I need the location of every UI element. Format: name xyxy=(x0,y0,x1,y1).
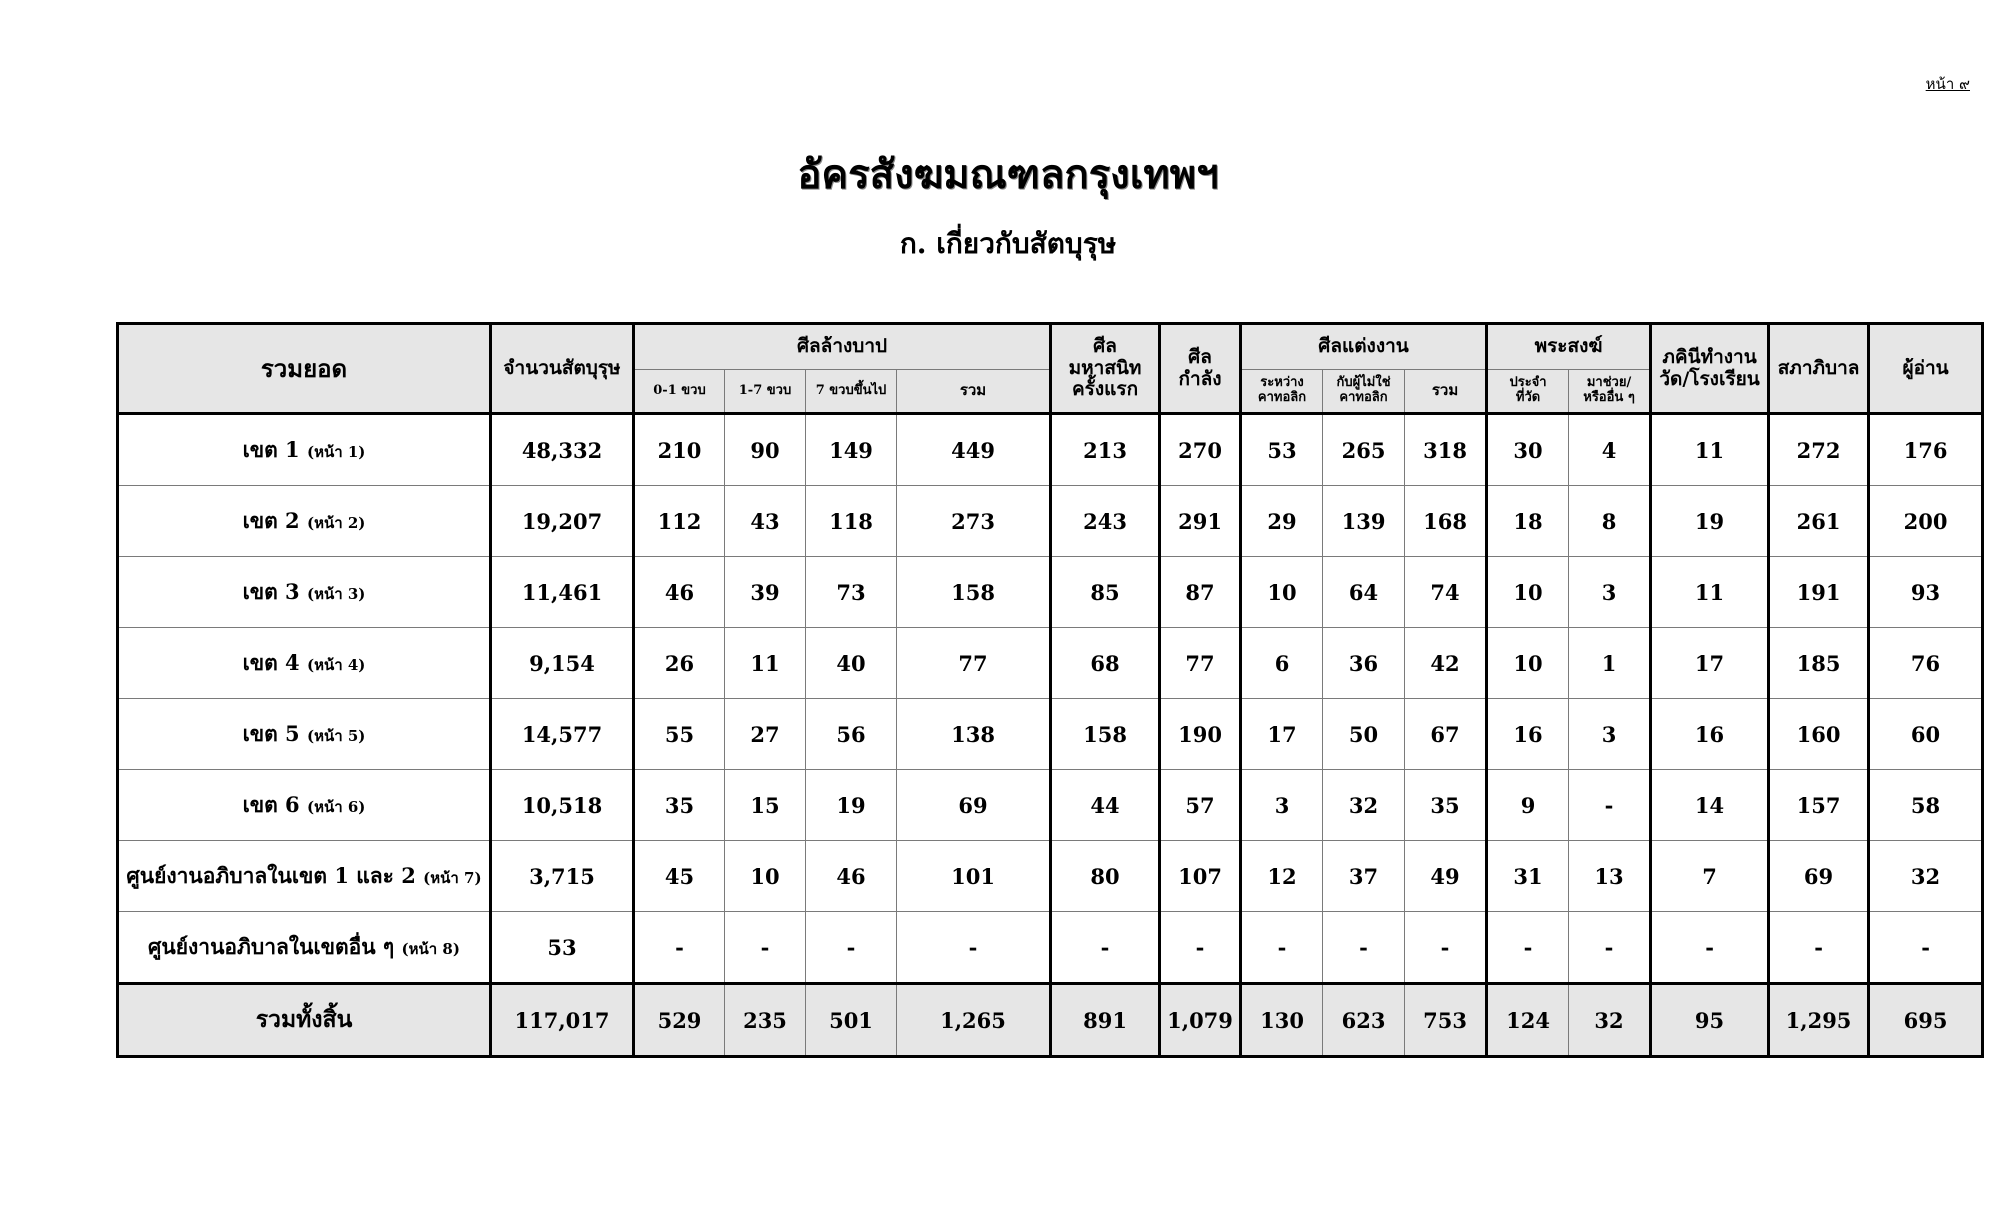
total-baptism-1-7: 235 xyxy=(725,984,806,1057)
cell-sisters: 11 xyxy=(1651,414,1769,486)
row-page-ref: (หน้า 5) xyxy=(306,726,366,745)
cell-parish-council: 157 xyxy=(1769,770,1869,841)
cell-baptism-total: 158 xyxy=(897,557,1051,628)
row-page-ref: (หน้า 7) xyxy=(423,868,482,887)
total-confirmation: 1,079 xyxy=(1160,984,1241,1057)
cell-first-communion: 158 xyxy=(1051,699,1160,770)
table-row xyxy=(118,841,1983,912)
cell-baptism-total: 69 xyxy=(897,770,1051,841)
header-sisters-line2: วัด/โรงเรียน xyxy=(1659,367,1760,390)
header-sisters xyxy=(1651,324,1769,414)
cell-priests-helping: - xyxy=(1569,912,1651,984)
row-page-ref: (หน้า 6) xyxy=(306,797,366,816)
cell-baptism-0-1: - xyxy=(634,912,725,984)
cell-parish-council: 160 xyxy=(1769,699,1869,770)
cell-first-communion: - xyxy=(1051,912,1160,984)
cell-baptism-0-1: 35 xyxy=(634,770,725,841)
header-marriage: ศีลแต่งงาน xyxy=(1241,324,1487,370)
header-baptism: ศีลล้างบาป xyxy=(634,324,1051,370)
summary-table xyxy=(116,322,1984,1058)
cell-baptism-0-1: 46 xyxy=(634,557,725,628)
total-sisters: 95 xyxy=(1651,984,1769,1057)
cell-baptism-7-up: 40 xyxy=(806,628,897,699)
table-row xyxy=(118,486,1983,557)
header-priests-helping-line1: มาช่วย/ xyxy=(1586,375,1632,391)
total-label: รวมทั้งสิ้น xyxy=(118,984,491,1057)
cell-marriage-catholic: 53 xyxy=(1241,414,1323,486)
header-baptism-0-1: 0-1 ขวบ xyxy=(634,370,725,414)
cell-priests-helping: 1 xyxy=(1569,628,1651,699)
total-population: 117,017 xyxy=(491,984,634,1057)
cell-baptism-1-7: 90 xyxy=(725,414,806,486)
row-label xyxy=(118,770,491,841)
cell-confirmation: 291 xyxy=(1160,486,1241,557)
row-label-text: เขต 6 xyxy=(242,791,300,817)
header-priests-resident-line2: ที่วัด xyxy=(1515,390,1541,405)
cell-confirmation: 77 xyxy=(1160,628,1241,699)
cell-priests-helping: 8 xyxy=(1569,486,1651,557)
cell-baptism-1-7: 43 xyxy=(725,486,806,557)
cell-priests-resident: 30 xyxy=(1487,414,1569,486)
row-label xyxy=(118,486,491,557)
cell-marriage-mixed: 265 xyxy=(1323,414,1405,486)
cell-baptism-1-7: 27 xyxy=(725,699,806,770)
table-row xyxy=(118,912,1983,984)
cell-baptism-1-7: 11 xyxy=(725,628,806,699)
cell-baptism-total: - xyxy=(897,912,1051,984)
cell-sisters: 17 xyxy=(1651,628,1769,699)
cell-sisters: - xyxy=(1651,912,1769,984)
cell-population: 3,715 xyxy=(491,841,634,912)
cell-parish-council: 185 xyxy=(1769,628,1869,699)
row-page-ref: (หน้า 8) xyxy=(401,939,460,958)
header-sisters-line1: ภคินีทำงาน xyxy=(1662,345,1757,368)
cell-parish-council: 191 xyxy=(1769,557,1869,628)
cell-population: 19,207 xyxy=(491,486,634,557)
header-first-communion-line3: ครั้งแรก xyxy=(1071,378,1139,401)
cell-baptism-total: 138 xyxy=(897,699,1051,770)
header-total-label: รวมยอด xyxy=(118,324,491,414)
cell-confirmation: 87 xyxy=(1160,557,1241,628)
total-readers: 695 xyxy=(1869,984,1983,1057)
header-priests-resident xyxy=(1487,370,1569,414)
cell-baptism-0-1: 45 xyxy=(634,841,725,912)
cell-marriage-total: 318 xyxy=(1405,414,1487,486)
row-label-text: เขต 1 xyxy=(242,436,300,462)
header-priests-resident-line1: ประจำ xyxy=(1509,375,1547,391)
cell-marriage-mixed: 32 xyxy=(1323,770,1405,841)
cell-baptism-7-up: 118 xyxy=(806,486,897,557)
cell-baptism-7-up: 46 xyxy=(806,841,897,912)
cell-confirmation: 57 xyxy=(1160,770,1241,841)
row-page-ref: (หน้า 2) xyxy=(306,513,366,532)
total-row xyxy=(118,984,1983,1057)
cell-priests-helping: 3 xyxy=(1569,557,1651,628)
cell-marriage-catholic: 6 xyxy=(1241,628,1323,699)
table-row xyxy=(118,699,1983,770)
cell-readers: 93 xyxy=(1869,557,1983,628)
cell-baptism-1-7: 15 xyxy=(725,770,806,841)
cell-baptism-7-up: 19 xyxy=(806,770,897,841)
cell-readers: 32 xyxy=(1869,841,1983,912)
cell-baptism-7-up: 56 xyxy=(806,699,897,770)
cell-first-communion: 243 xyxy=(1051,486,1160,557)
total-parish-council: 1,295 xyxy=(1769,984,1869,1057)
row-label xyxy=(118,912,491,984)
cell-parish-council: 69 xyxy=(1769,841,1869,912)
cell-marriage-catholic: 10 xyxy=(1241,557,1323,628)
cell-sisters: 11 xyxy=(1651,557,1769,628)
cell-baptism-0-1: 55 xyxy=(634,699,725,770)
row-label xyxy=(118,628,491,699)
cell-sisters: 16 xyxy=(1651,699,1769,770)
header-baptism-1-7: 1-7 ขวบ xyxy=(725,370,806,414)
cell-confirmation: 190 xyxy=(1160,699,1241,770)
header-priests-helping xyxy=(1569,370,1651,414)
cell-baptism-total: 101 xyxy=(897,841,1051,912)
table-row xyxy=(118,557,1983,628)
row-label xyxy=(118,557,491,628)
cell-marriage-catholic: 17 xyxy=(1241,699,1323,770)
cell-priests-resident: 16 xyxy=(1487,699,1569,770)
cell-marriage-mixed: 64 xyxy=(1323,557,1405,628)
row-label-text: เขต 5 xyxy=(242,720,300,746)
cell-population: 48,332 xyxy=(491,414,634,486)
total-priests-resident: 124 xyxy=(1487,984,1569,1057)
cell-marriage-total: 35 xyxy=(1405,770,1487,841)
cell-readers: 76 xyxy=(1869,628,1983,699)
page-subtitle: ก. เกี่ยวกับสัตบุรุษ xyxy=(899,227,1117,260)
cell-baptism-total: 273 xyxy=(897,486,1051,557)
cell-priests-helping: 3 xyxy=(1569,699,1651,770)
cell-confirmation: 270 xyxy=(1160,414,1241,486)
cell-first-communion: 85 xyxy=(1051,557,1160,628)
cell-marriage-mixed: 50 xyxy=(1323,699,1405,770)
row-label-text: เขต 3 xyxy=(242,578,300,604)
header-first-communion-line1: ศีล xyxy=(1093,334,1117,357)
cell-marriage-total: 67 xyxy=(1405,699,1487,770)
cell-baptism-0-1: 210 xyxy=(634,414,725,486)
cell-priests-resident: 10 xyxy=(1487,628,1569,699)
cell-marriage-total: 74 xyxy=(1405,557,1487,628)
table-row xyxy=(118,628,1983,699)
row-label-text: เขต 4 xyxy=(242,649,300,675)
row-label-text: ศูนย์งานอภิบาลในเขต 1 และ 2 xyxy=(126,862,416,888)
cell-baptism-1-7: - xyxy=(725,912,806,984)
cell-parish-council: 261 xyxy=(1769,486,1869,557)
cell-population: 53 xyxy=(491,912,634,984)
row-label xyxy=(118,841,491,912)
cell-population: 10,518 xyxy=(491,770,634,841)
cell-baptism-7-up: - xyxy=(806,912,897,984)
table-row xyxy=(118,770,1983,841)
header-marriage-catholic-line2: คาทอลิก xyxy=(1257,390,1307,405)
cell-readers: 176 xyxy=(1869,414,1983,486)
cell-first-communion: 44 xyxy=(1051,770,1160,841)
cell-baptism-7-up: 73 xyxy=(806,557,897,628)
cell-priests-resident: 18 xyxy=(1487,486,1569,557)
total-first-communion: 891 xyxy=(1051,984,1160,1057)
row-page-ref: (หน้า 3) xyxy=(306,584,366,603)
total-baptism-total: 1,265 xyxy=(897,984,1051,1057)
cell-marriage-mixed: 37 xyxy=(1323,841,1405,912)
row-page-ref: (หน้า 1) xyxy=(306,442,366,461)
header-first-communion xyxy=(1051,324,1160,414)
row-page-ref: (หน้า 4) xyxy=(306,655,366,674)
cell-priests-resident: 10 xyxy=(1487,557,1569,628)
cell-sisters: 14 xyxy=(1651,770,1769,841)
cell-marriage-mixed: 139 xyxy=(1323,486,1405,557)
cell-marriage-mixed: - xyxy=(1323,912,1405,984)
total-marriage-catholic: 130 xyxy=(1241,984,1323,1057)
header-marriage-catholic-line1: ระหว่าง xyxy=(1260,375,1304,391)
total-baptism-7-up: 501 xyxy=(806,984,897,1057)
cell-priests-helping: - xyxy=(1569,770,1651,841)
row-label-text: เขต 2 xyxy=(242,507,300,533)
header-marriage-mixed-line2: คาทอลิก xyxy=(1339,390,1388,405)
page-number: หน้า ๙ xyxy=(1925,75,1970,93)
cell-population: 9,154 xyxy=(491,628,634,699)
cell-confirmation: - xyxy=(1160,912,1241,984)
cell-population: 14,577 xyxy=(491,699,634,770)
table-row xyxy=(118,414,1983,486)
header-marriage-catholic xyxy=(1241,370,1323,414)
cell-baptism-1-7: 39 xyxy=(725,557,806,628)
total-priests-helping: 32 xyxy=(1569,984,1651,1057)
cell-baptism-0-1: 112 xyxy=(634,486,725,557)
header-confirmation xyxy=(1160,324,1241,414)
header-readers: ผู้อ่าน xyxy=(1869,324,1983,414)
header-baptism-total: รวม xyxy=(897,370,1051,414)
row-label xyxy=(118,699,491,770)
cell-confirmation: 107 xyxy=(1160,841,1241,912)
cell-priests-helping: 13 xyxy=(1569,841,1651,912)
row-label-text: ศูนย์งานอภิบาลในเขตอื่น ๆ xyxy=(148,933,395,959)
header-parish-council: สภาภิบาล xyxy=(1769,324,1869,414)
cell-parish-council: - xyxy=(1769,912,1869,984)
cell-marriage-catholic: 12 xyxy=(1241,841,1323,912)
header-marriage-mixed-line1: กับผู้ไม่ใช่ xyxy=(1336,375,1391,391)
header-baptism-7-up: 7 ขวบขึ้นไป xyxy=(806,370,897,414)
cell-marriage-catholic: 3 xyxy=(1241,770,1323,841)
total-baptism-0-1: 529 xyxy=(634,984,725,1057)
header-marriage-total: รวม xyxy=(1405,370,1487,414)
header-confirmation-line2: กำลัง xyxy=(1178,367,1222,390)
cell-first-communion: 80 xyxy=(1051,841,1160,912)
cell-marriage-catholic: - xyxy=(1241,912,1323,984)
header-marriage-mixed xyxy=(1323,370,1405,414)
cell-baptism-total: 77 xyxy=(897,628,1051,699)
header-first-communion-line2: มหาสนิท xyxy=(1068,356,1142,379)
cell-marriage-total: - xyxy=(1405,912,1487,984)
cell-marriage-mixed: 36 xyxy=(1323,628,1405,699)
cell-readers: - xyxy=(1869,912,1983,984)
cell-priests-helping: 4 xyxy=(1569,414,1651,486)
cell-first-communion: 68 xyxy=(1051,628,1160,699)
cell-first-communion: 213 xyxy=(1051,414,1160,486)
total-marriage-total: 753 xyxy=(1405,984,1487,1057)
cell-sisters: 19 xyxy=(1651,486,1769,557)
header-priests-helping-line2: หรืออื่น ๆ xyxy=(1583,390,1635,405)
header-confirmation-line1: ศีล xyxy=(1188,345,1212,368)
total-marriage-mixed: 623 xyxy=(1323,984,1405,1057)
cell-population: 11,461 xyxy=(491,557,634,628)
cell-marriage-catholic: 29 xyxy=(1241,486,1323,557)
cell-priests-resident: - xyxy=(1487,912,1569,984)
cell-parish-council: 272 xyxy=(1769,414,1869,486)
cell-baptism-1-7: 10 xyxy=(725,841,806,912)
cell-baptism-0-1: 26 xyxy=(634,628,725,699)
cell-sisters: 7 xyxy=(1651,841,1769,912)
header-priests: พระสงฆ์ xyxy=(1487,324,1651,370)
cell-readers: 58 xyxy=(1869,770,1983,841)
row-label xyxy=(118,414,491,486)
cell-priests-resident: 9 xyxy=(1487,770,1569,841)
cell-marriage-total: 42 xyxy=(1405,628,1487,699)
page-title: อัครสังฆมณฑลกรุงเทพฯ xyxy=(797,151,1219,198)
cell-baptism-total: 449 xyxy=(897,414,1051,486)
cell-marriage-total: 49 xyxy=(1405,841,1487,912)
cell-readers: 200 xyxy=(1869,486,1983,557)
header-population: จำนวนสัตบุรุษ xyxy=(491,324,634,414)
cell-readers: 60 xyxy=(1869,699,1983,770)
cell-priests-resident: 31 xyxy=(1487,841,1569,912)
cell-marriage-total: 168 xyxy=(1405,486,1487,557)
cell-baptism-7-up: 149 xyxy=(806,414,897,486)
